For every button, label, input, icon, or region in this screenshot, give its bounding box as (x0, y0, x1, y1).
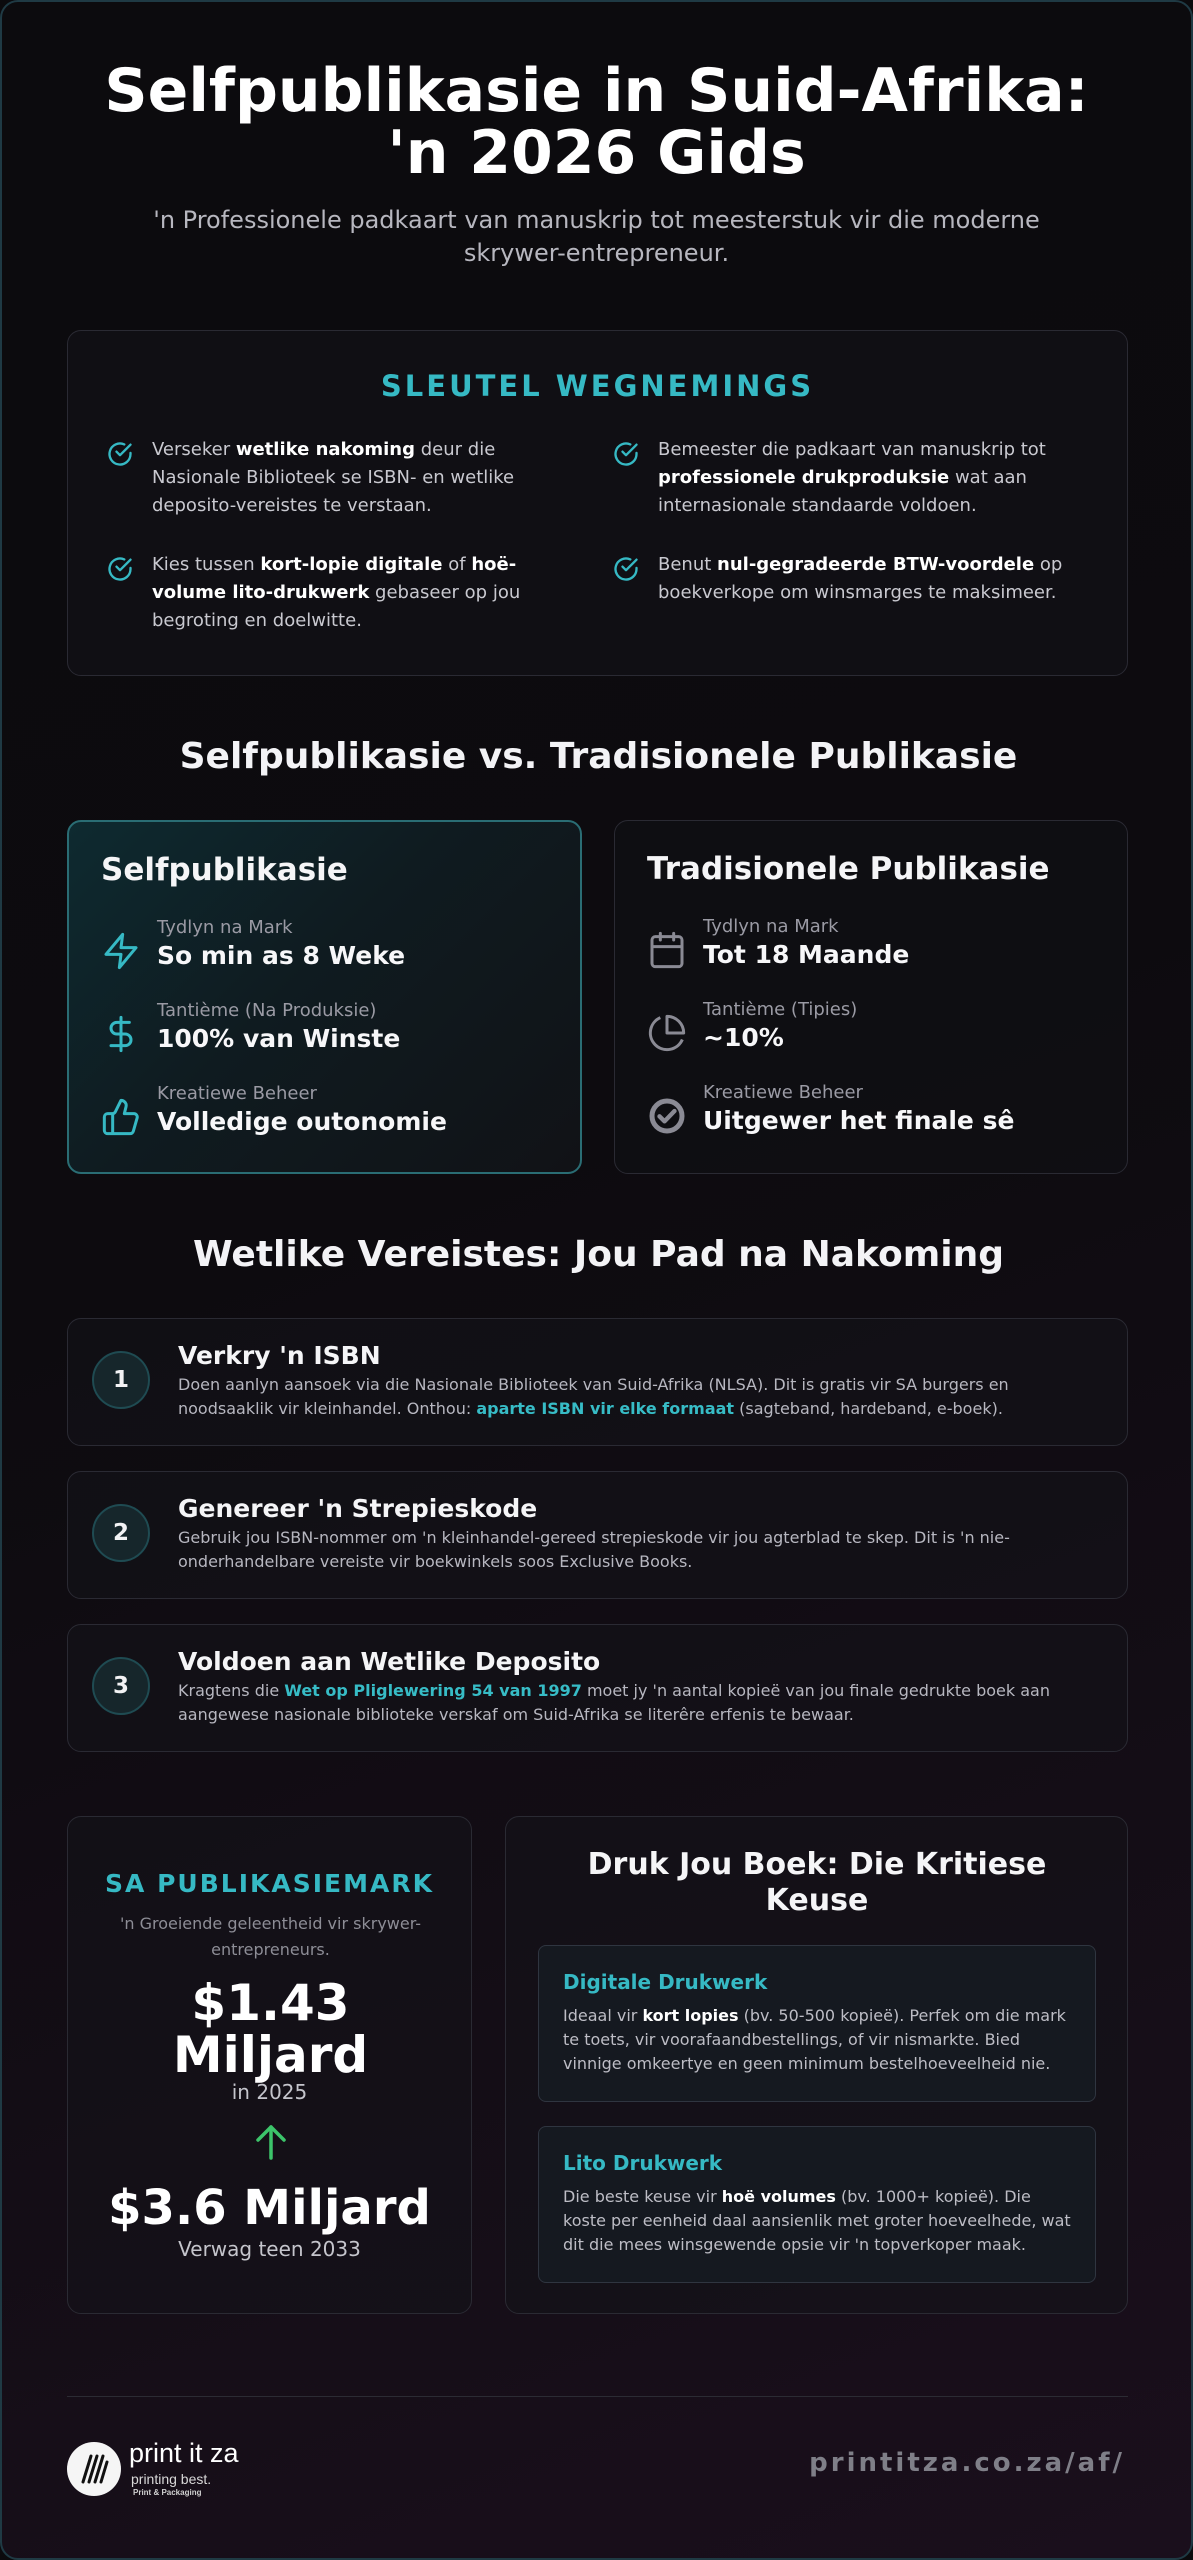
check-circle-icon (612, 440, 640, 468)
comparison-row: Tydlyn na Mark So min as 8 Weke (101, 917, 581, 987)
traditional-publishing-heading: Tradisionele Publikasie (647, 851, 1050, 887)
logo-name: print it za (129, 2438, 239, 2468)
step-title: Genereer 'n Strepieskode (178, 1494, 538, 1523)
step-title: Voldoen aan Wetlike Deposito (178, 1647, 601, 1676)
step-card (67, 1471, 1128, 1599)
page-subtitle: 'n Professionele padkaart van manuskrip tot meesterstuk vir die moderne skrywer-entrepreneur. (153, 206, 1040, 267)
market-value-2033: $3.6 Miljard (108, 2180, 431, 2236)
print-card-title: Lito Drukwerk (563, 2151, 723, 2175)
step-description: Kragtens die Wet op Pliglewering 54 van 1997 moet jy 'n aantal kopieë van jou finale gedrukte boek aan aangewese nasionale biblioteke verskaf om Suid-Afrika se literêre erfenis te bewaar. (178, 1681, 1050, 1724)
print-card-title: Digitale Drukwerk (563, 1970, 768, 1994)
market-label-2025: in 2025 (231, 2080, 308, 2104)
key-takeaways-panel (67, 330, 1128, 676)
litho-print-card (538, 2126, 1096, 2283)
comparison-row: Kreatiewe Beheer Volledige outonomie (101, 1083, 581, 1153)
comparison-row: Tantième (Tipies) ~10% (647, 999, 1127, 1069)
print-it-za-logo[interactable] (67, 2438, 267, 2500)
comparison-row: Tantième (Na Produksie) 100% van Winste (101, 1000, 581, 1070)
website-link[interactable]: printitza.co.za/af/ (809, 2448, 1125, 2478)
self-publishing-card (67, 820, 582, 1174)
comparison-title: Selfpublikasie vs. Tradisionele Publikasie (179, 736, 1018, 777)
dollar-icon (101, 1014, 141, 1054)
step-number: 1 (92, 1351, 150, 1409)
print-choice-panel (505, 1816, 1128, 2314)
market-value-2025: $1.43 Miljard (172, 1974, 369, 2084)
takeaway-item: Kies tussen kort-lopie digitale of hoë-volume lito-drukwerk gebaseer op jou begroting en doelwitte. (152, 551, 582, 635)
legal-requirements-title: Wetlike Vereistes: Jou Pad na Nakoming (192, 1234, 1005, 1275)
market-title: SA PUBLIKASIEMARK (105, 1869, 434, 1898)
calendar-icon (647, 930, 687, 970)
traditional-publishing-card (614, 820, 1128, 1174)
thumbs-up-icon (101, 1097, 141, 1137)
step-number: 2 (92, 1504, 150, 1562)
arrow-up-icon (253, 2122, 289, 2162)
check-circle-icon (647, 1096, 687, 1136)
self-publishing-heading: Selfpublikasie (101, 852, 348, 888)
takeaway-item: Bemeester die padkaart van manuskrip tot professionele drukproduksie wat aan internasionale standaarde voldoen. (658, 436, 1088, 520)
footer-divider (67, 2396, 1128, 2397)
comparison-row: Kreatiewe Beheer Uitgewer het finale sê (647, 1082, 1127, 1152)
logo-tagline: printing best. (131, 2471, 212, 2487)
step-card (67, 1624, 1128, 1752)
page-title: Selfpublikasie in Suid-Afrika: 'n 2026 Gids (104, 56, 1089, 188)
print-card-text: Ideaal vir kort lopies (bv. 50-500 kopieë). Perfek om die mark te toets, vir voorafaandbestellings, of vir nismarkte. Bied vinnige omkeertye en geen minimum bestelhoeveelheid nie. (563, 2006, 1066, 2073)
hero (2, 2, 1191, 270)
market-subtitle: 'n Groeiende geleentheid vir skrywer-entrepreneurs. (119, 1914, 422, 1959)
market-panel (67, 1816, 472, 2314)
step-description: Doen aanlyn aansoek via die Nasionale Biblioteek van Suid-Afrika (NLSA). Dit is gratis vir SA burgers en noodsaaklik vir kleinhandel. Onthou: aparte ISBN vir elke formaat (sagteband, hardeband, e-boek). (178, 1375, 1009, 1418)
logo-tagline-secondary: Print & Packaging (133, 2488, 202, 2497)
lightning-icon (101, 931, 141, 971)
takeaway-item: Benut nul-gegradeerde BTW-voordele op boekverkope om winsmarges te maksimeer. (658, 551, 1088, 607)
key-takeaways-title: SLEUTEL WEGNEMINGS (380, 369, 815, 403)
check-circle-icon (106, 555, 134, 583)
digital-print-card (538, 1945, 1096, 2102)
check-circle-icon (612, 555, 640, 583)
logo-mark-icon (67, 2442, 121, 2496)
market-label-2033: Verwag teen 2033 (178, 2237, 361, 2261)
print-card-text: Die beste keuse vir hoë volumes (bv. 1000+ kopieë). Die koste per eenheid daal aansienlik met groter hoeveelhede, wat dit die mees winsgewende opsie vir 'n topverkoper maak. (563, 2187, 1071, 2254)
takeaway-item: Verseker wetlike nakoming deur die Nasionale Biblioteek se ISBN- en wetlike deposito-vereistes te verstaan. (152, 436, 582, 520)
check-circle-icon (106, 440, 134, 468)
print-choice-title: Druk Jou Boek: Die Kritiese Keuse (587, 1847, 1047, 1918)
comparison-row: Tydlyn na Mark Tot 18 Maande (647, 916, 1127, 986)
step-card (67, 1318, 1128, 1446)
pie-chart-icon (647, 1013, 687, 1053)
step-description: Gebruik jou ISBN-nommer om 'n kleinhandel-gereed strepieskode vir jou agterblad te skep. Dit is 'n nie-onderhandelbare vereiste vir boekwinkels soos Exclusive Books. (178, 1528, 1010, 1571)
step-title: Verkry 'n ISBN (178, 1341, 381, 1370)
step-number: 3 (92, 1657, 150, 1715)
